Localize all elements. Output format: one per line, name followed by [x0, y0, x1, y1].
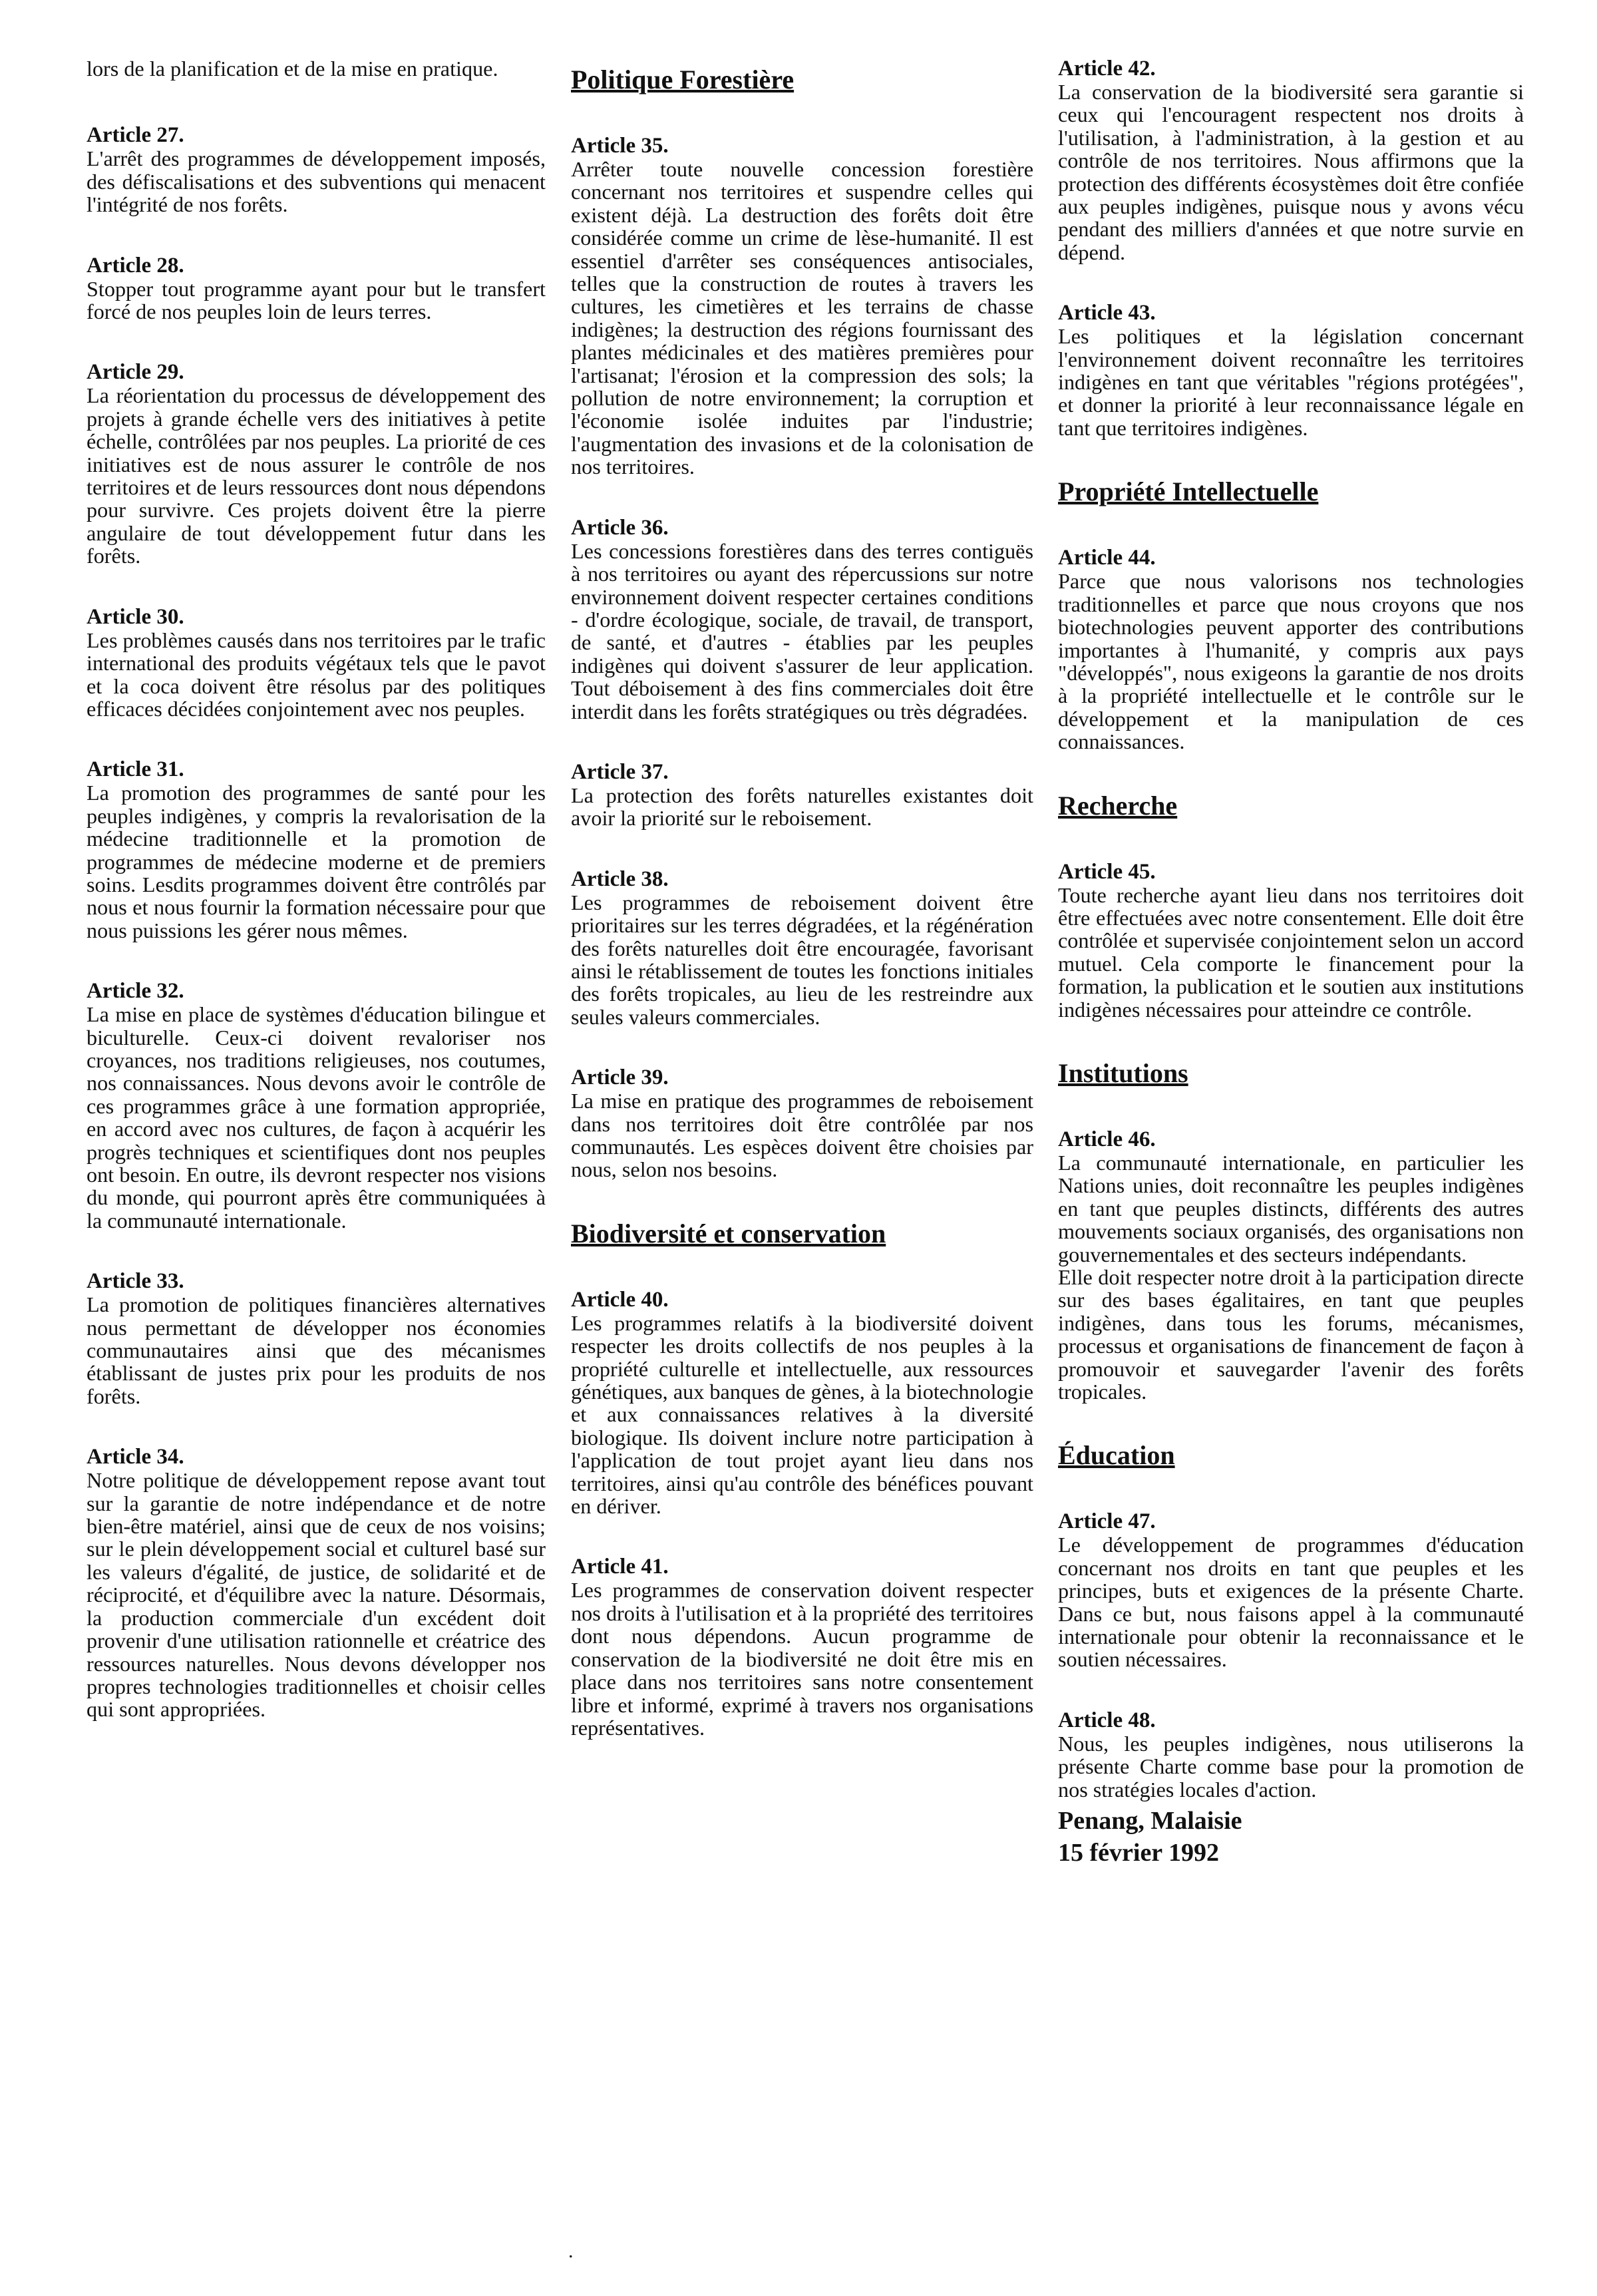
- article-text: Stopper tout programme ayant pour but le transfert forcé de nos peuples loin de leurs terres.: [87, 276, 546, 324]
- article-text: Arrêter toute nouvelle concession forestière concernant nos territoires et suspendre celles qui existent déjà. La destruction des forêts doit être considérée comme un crime de lèse-humanité. Il est essentiel d'arrêter ses conséquences antisociales, telles que la construction de routes à travers les cultures, les cimetières et les terrains de chasse indigènes; la destruction des régions fournissant des plantes médicinales et des matières premières pour l'artisanat; l'érosion et la compression des sols; la pollution de notre environnement; la corruption et l'économie isolée induites par l'industrie; l'augmentation des invasions et de la colonisation de nos territoires.: [571, 157, 1033, 479]
- article-title: Article 33.: [87, 1269, 184, 1294]
- article-title: Article 39.: [571, 1065, 669, 1090]
- article-title: Article 35.: [571, 134, 669, 158]
- article-text: La communauté internationale, en particulier les Nations unies, doit reconnaître les peuples indigènes en tant que peuples distincts, différents des autres mouvements sociaux organisés, des organisations non gouvernementales et des secteurs indépendants.: [1058, 1150, 1524, 1266]
- section-heading-intellectual-property: Propriété Intellectuelle: [1058, 477, 1319, 507]
- article-title: Article 43.: [1058, 301, 1156, 325]
- article-title: Article 30.: [87, 604, 184, 629]
- article-text: Notre politique de développement repose avant tout sur la garantie de notre indépendance et de notre bien-être matériel, ainsi que de ceux de nos voisins; sur le plein développement social et culturel basé sur les valeurs d'égalité, de justice, de solidarité et de réciprocité, et d'équilibre avec la nature. Désormais, la production commerciale d'un excédent doit provenir d'une utilisation rationnelle et créatrice des ressources naturelles. Nous devons développer nos propres technologies traditionnelles et choisir celles qui sont appropriées.: [87, 1468, 546, 1722]
- article-text: Nous, les peuples indigènes, nous utiliserons la présente Charte comme base pour la promotion de nos stratégies locales d'action.: [1058, 1731, 1524, 1802]
- article-title: Article 41.: [571, 1555, 669, 1579]
- article-39: [571, 1066, 1033, 1181]
- section-heading-research: Recherche: [1058, 790, 1178, 821]
- article-30: [87, 606, 546, 721]
- article-title: Article 48.: [1058, 1708, 1156, 1732]
- article-34: [87, 1445, 546, 1720]
- column-3: [1058, 57, 1524, 1869]
- article-31: [87, 758, 546, 942]
- article-title: Article 28.: [87, 253, 184, 278]
- article-32: [87, 980, 546, 1232]
- article-36: [571, 516, 1033, 723]
- article-text: Les concessions forestières dans des terres contiguës à nos territoires ou ayant des répercussions sur notre environnement doivent respecter certaines conditions - d'ordre écologique, sociale, de travail, de transport, de santé, et d'autres - établies par les peuples indigènes qui doivent s'assurer de leur application. Tout déboisement à des fins commerciales doit être interdit dans les forêts stratégiques ou très dégradées.: [571, 538, 1033, 723]
- article-title: Article 45.: [1058, 859, 1156, 884]
- article-37: [571, 761, 1033, 830]
- article-44: [1058, 546, 1524, 753]
- article-40: [571, 1288, 1033, 1518]
- article-text: La conservation de la biodiversité sera garantie si ceux qui l'encouragent respectent nos droits à l'utilisation, à l'administration, à la gestion et au contrôle de nos territoires. Nous affirmons que la protection des différents écosystèmes doit être confiée aux peuples indigènes, puisque nous y avons vécu pendant des milliers d'années et que notre survie en dépend.: [1058, 80, 1524, 264]
- article-title: Article 31.: [87, 757, 184, 782]
- article-text: Les programmes de reboisement doivent être prioritaires sur les terres dégradées, et la régénération des forêts naturelles doit être encouragée, favorisant ainsi le rétablissement de toutes les fonctions initiales des forêts tropicales, au lieu de les restreindre aux seules valeurs commerciales.: [571, 890, 1033, 1029]
- article-text: Les politiques et la législation concernant l'environnement doivent reconnaître les territoires indigènes en tant que véritables "régions protégées", et donner la priorité à leur reconnaissance légale en tant que territoires indigènes.: [1058, 324, 1524, 440]
- article-title: Article 29.: [87, 360, 184, 385]
- column-1: [87, 57, 546, 1759]
- article-46: [1058, 1128, 1524, 1403]
- column-2: [571, 57, 1033, 1777]
- article-text: Les programmes de conservation doivent respecter nos droits à l'utilisation et à la propriété des territoires dont nous dépendons. Aucun programme de conservation de la biodiversité ne doit être mis en place dans nos territoires sans notre consentement libre et informé, exprimé à travers nos organisations représentatives.: [571, 1578, 1033, 1740]
- article-45: [1058, 861, 1524, 1021]
- article-text: L'arrêt des programmes de développement imposés, des défiscalisations et des subventions qui menacent l'intégrité de nos forêts.: [87, 146, 546, 217]
- article-text-continued: Elle doit respecter notre droit à la participation directe sur des bases égalitaires, en tant que peuples indigènes, dans tous les forums, mécanismes, processus et organisations de financement de façon à promouvoir et sauvegarder l'avenir des forêts tropicales.: [1058, 1265, 1524, 1404]
- article-title: Article 42.: [1058, 57, 1156, 81]
- article-text: Parce que nous valorisons nos technologies traditionnelles et parce que nous croyons que nos biotechnologies peuvent apporter des contributions importantes à l'humanité, y compris aux pays "développés", nous exigeons la garantie de nos droits à la propriété intellectuelle et le contrôle sur le développement et la manipulation de ces connaissances.: [1058, 569, 1524, 754]
- article-43: [1058, 301, 1524, 439]
- article-title: Article 44.: [1058, 546, 1156, 570]
- article-text: Le développement de programmes d'éducation concernant nos droits en tant que peuples et les principes, buts et exigences de la présente Charte. Dans ce but, nous faisons appel à la communauté internationale pour obtenir la reconnaissance et le soutien nécessaires.: [1058, 1533, 1524, 1672]
- article-27: [87, 124, 546, 216]
- article-title: Article 32.: [87, 979, 184, 1004]
- stray-mark: .: [568, 2240, 574, 2262]
- article-title: Article 46.: [1058, 1127, 1156, 1151]
- article-text: La réorientation du processus de développement des projets à grande échelle vers des initiatives à petite échelle, contrôlées par nos peuples. La priorité de ces initiatives est de nous assurer le contrôle de nos territoires et de leurs ressources dont nous dépendons pour survivre. Ces projets doivent être la pierre angulaire de tout développement futur dans les forêts.: [87, 383, 546, 568]
- article-title: Article 38.: [571, 866, 669, 891]
- article-text: La mise en pratique des programmes de reboisement dans nos territoires doit être contrôlée par nos communautés. Les espèces doivent être choisies par nous, selon nos besoins.: [571, 1089, 1033, 1182]
- article-38: [571, 868, 1033, 1028]
- article-42: [1058, 57, 1524, 264]
- article-41: [571, 1555, 1033, 1739]
- article-title: Article 36.: [571, 515, 669, 540]
- article-text: La promotion des programmes de santé pour les peuples indigènes, y compris la revalorisation de la médecine traditionnelle et la promotion de programmes de médecine moderne et de premiers soins. Lesdits programmes doivent être contrôlés par nous et nous fournir la formation nécessaire pour que nous puissions les gérer nous mêmes.: [87, 781, 546, 942]
- article-text: Les problèmes causés dans nos territoires par le trafic international des produits végétaux tels que le pavot et la coca doivent être résolus par des politiques efficaces décidées conjointement avec nos peuples.: [87, 628, 546, 721]
- section-heading-biodiversity: Biodiversité et conservation: [571, 1218, 886, 1248]
- article-33: [87, 1270, 546, 1408]
- signature-date: 15 février 1992: [1058, 1839, 1219, 1867]
- article-title: Article 27.: [87, 123, 184, 148]
- article-text: Les programmes relatifs à la biodiversité doivent respecter les droits collectifs de nos peuples à la propriété culturelle et intellectuelle, aux ressources génétiques, aux banques de gènes, à la biotechnologie et aux connaissances relatives à la diversité biologique. Ils doivent inclure notre participation à l'application de tout projet ayant lieu dans nos territoires, ainsi qu'au contrôle des bénéfices pouvant en dériver.: [571, 1310, 1033, 1519]
- signature-place: Penang, Malaisie: [1058, 1807, 1242, 1835]
- section-heading-education: Éducation: [1058, 1440, 1175, 1471]
- article-29: [87, 361, 546, 567]
- article-47: [1058, 1510, 1524, 1670]
- continued-text: lors de la planification et de la mise en pratique.: [87, 57, 498, 81]
- article-text: La mise en place de systèmes d'éducation bilingue et biculturelle. Ceux-ci doivent revaloriser nos croyances, nos traditions religieuses, nos coutumes, nos connaissances. Nous devons avoir le contrôle de ces programmes grâce à une formation appropriée, en accord avec nos cultures, de façon à acquérir les progrès techniques et scientifiques dont nos peuples ont besoin. En outre, ils devront respecter nos visions du monde, qui pourront après être communiquées à la communauté internationale.: [87, 1002, 546, 1233]
- article-35: [571, 134, 1033, 478]
- article-text: Toute recherche ayant lieu dans nos territoires doit être effectuées avec notre consentement. Elle doit être contrôlée et supervisée conjointement selon un accord mutuel. Cela comporte le financement pour la formation, la publication et le soutien aux institutions indigènes nécessaires pour atteindre ce contrôle.: [1058, 882, 1524, 1022]
- article-title: Article 34.: [87, 1445, 184, 1469]
- article-title: Article 47.: [1058, 1509, 1156, 1534]
- section-heading-institutions: Institutions: [1058, 1057, 1188, 1088]
- article-28: [87, 254, 546, 323]
- article-text: La protection des forêts naturelles existantes doit avoir la priorité sur le reboisement.: [571, 783, 1033, 831]
- article-text: La promotion de politiques financières alternatives nous permettant de développer nos économies communautaires ainsi que des mécanismes établissant de justes prix pour les produits de nos forêts.: [87, 1292, 546, 1408]
- article-48: [1058, 1709, 1524, 1801]
- article-title: Article 40.: [571, 1287, 669, 1312]
- article-title: Article 37.: [571, 759, 669, 784]
- section-heading-forest-policy: Politique Forestière: [571, 65, 795, 95]
